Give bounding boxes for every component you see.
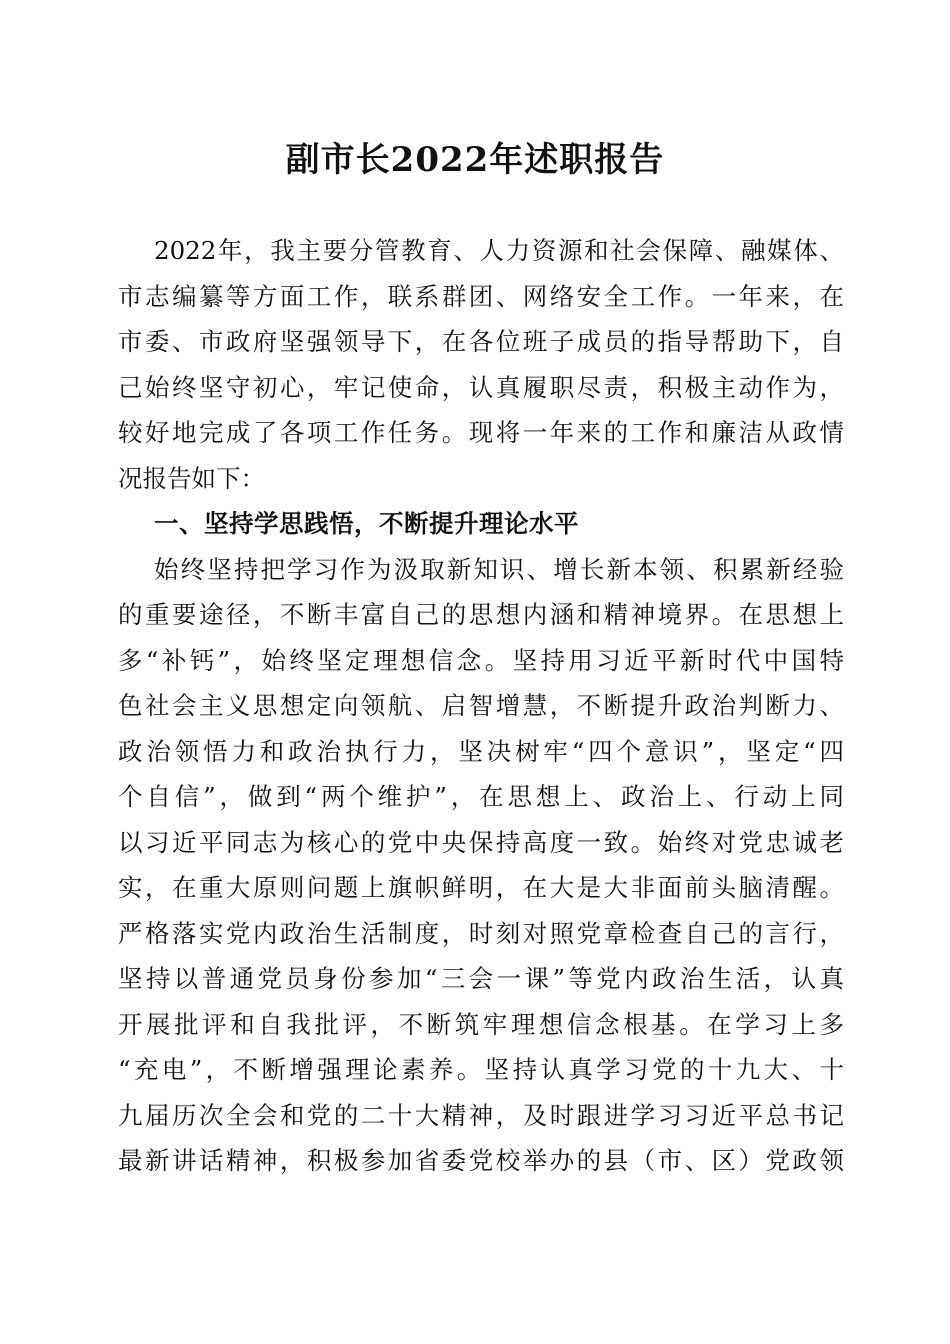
paragraph-2-line: 政治领悟力和政治执行力，坚决树牢“四个意识”，坚定“四 bbox=[118, 736, 844, 766]
paragraph-2-line: 以习近平同志为核心的党中央保持高度一致。始终对党忠诚老 bbox=[118, 827, 844, 857]
document-body bbox=[118, 228, 844, 1184]
paragraph-2-line: 多“补钙”，始终坚定理想信念。坚持用习近平新时代中国特 bbox=[118, 645, 844, 675]
paragraph-2-line: 的重要途径，不断丰富自己的思想内涵和精神境界。在思想上 bbox=[118, 600, 844, 629]
paragraph-2-line: 色社会主义思想定向领航、启智增慧，不断提升政治判断力、 bbox=[118, 691, 844, 720]
paragraph-2-line: 最新讲话精神，积极参加省委党校举办的县（市、区）党政领 bbox=[118, 1146, 844, 1175]
paragraph-2-line: 个自信”，做到“两个维护”，在思想上、政治上、行动上同 bbox=[118, 782, 844, 811]
paragraph-2-line: 始终坚持把学习作为汲取新知识、增长新本领、积累新经验 bbox=[154, 554, 844, 584]
paragraph-2-line: “充电”，不断增强理论素养。坚持认真学习党的十九大、十 bbox=[118, 1055, 844, 1084]
paragraph-2-line: 实，在重大原则问题上旗帜鲜明，在大是大非面前头脑清醒。 bbox=[118, 873, 844, 902]
paragraph-2-line: 开展批评和自我批评，不断筑牢理想信念根基。在学习上多 bbox=[118, 1009, 844, 1039]
document-title: 副市长2022年述职报告 bbox=[285, 140, 665, 180]
paragraph-1-line: 市志编纂等方面工作，联系群团、网络安全工作。一年来，在 bbox=[118, 281, 844, 311]
paragraph-1-line: 况报告如下： bbox=[118, 463, 265, 493]
section-heading-1: 一、坚持学思践悟，不断提升理论水平 bbox=[154, 509, 579, 538]
paragraph-1-line: 己始终坚守初心，牢记使命，认真履职尽责，积极主动作为， bbox=[118, 372, 844, 402]
paragraph-2-line: 严格落实党内政治生活制度，时刻对照党章检查自己的言行， bbox=[118, 918, 844, 948]
paragraph-2-line: 九届历次全会和党的二十大精神，及时跟进学习习近平总书记 bbox=[118, 1100, 844, 1130]
paragraph-2-line: 坚持以普通党员身份参加“三会一课”等党内政治生活，认真 bbox=[118, 964, 844, 993]
paragraph-1-line: 2022年，我主要分管教育、人力资源和社会保障、融媒体、 bbox=[154, 236, 844, 265]
paragraph-1-line: 市委、市政府坚强领导下，在各位班子成员的指导帮助下，自 bbox=[118, 327, 844, 356]
paragraph-1-line: 较好地完成了各项工作任务。现将一年来的工作和廉洁从政情 bbox=[118, 418, 844, 447]
